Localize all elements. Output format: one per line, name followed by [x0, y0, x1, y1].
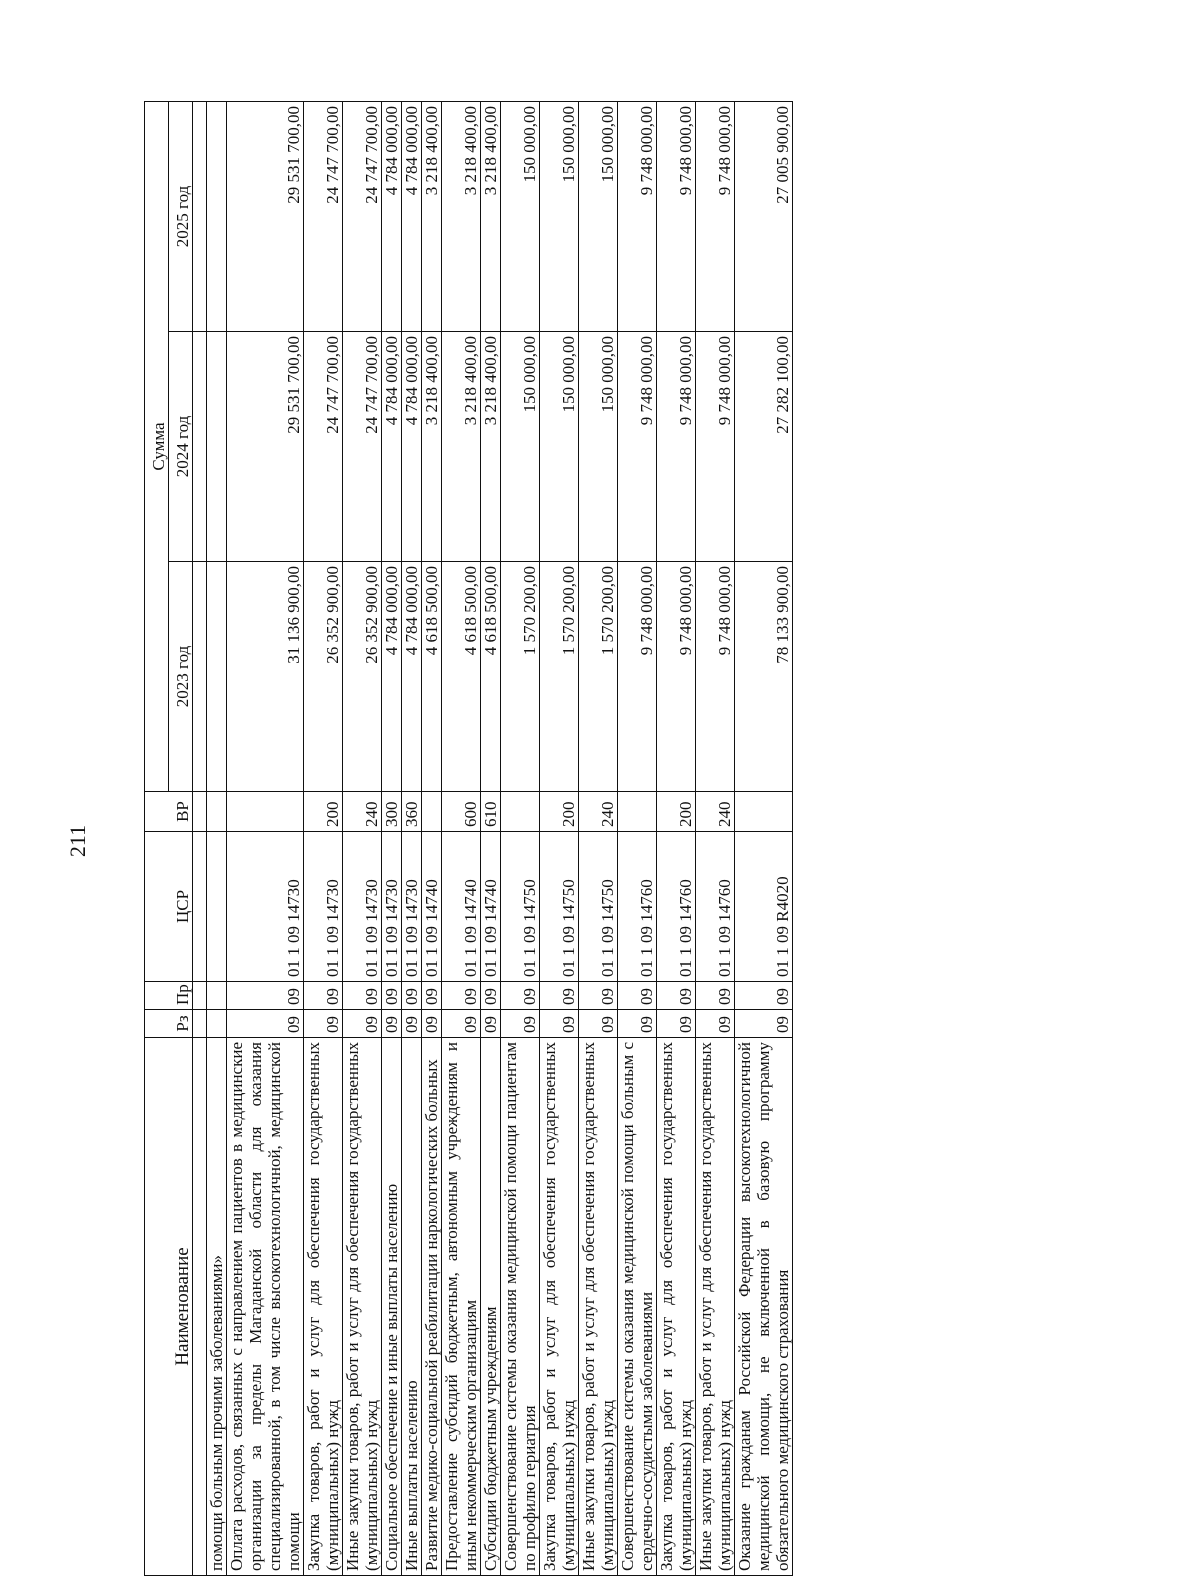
sum-2025-cell: 24 747 700,00: [304, 102, 343, 332]
table-row: [442, 102, 481, 1576]
sum-2025-cell: 150 000,00: [579, 102, 618, 332]
name-cell: Иные закупки товаров, работ и услуг для обеспечения государственных (муниципальных) нужд: [343, 1038, 382, 1576]
sum-2023-cell: 9 748 000,00: [618, 562, 657, 792]
sum-2023-cell: 4 618 500,00: [481, 562, 501, 792]
table-row: [343, 102, 382, 1576]
csr-cell: 01 1 09 14750: [501, 832, 540, 982]
sum-2025-cell: 29 531 700,00: [227, 102, 304, 332]
rz-cell: 09: [501, 1010, 540, 1038]
sum-2023-cell: 9 748 000,00: [657, 562, 696, 792]
csr-cell: 01 1 09 14730: [402, 832, 422, 982]
table-row: [382, 102, 402, 1576]
rz-cell: 09: [657, 1010, 696, 1038]
sum-2024-cell: 27 282 100,00: [735, 332, 793, 562]
table-body: [207, 102, 793, 1576]
name-cell: Оплата расходов, связанных с направлением пациентов в медицинские организации за пределы Магаданской области для оказания специализированной, в том числе высокотехнологичной, медицинской помощи: [227, 1038, 304, 1576]
sum-2023-cell: 78 133 900,00: [735, 562, 793, 792]
sum-2024-cell: 3 218 400,00: [442, 332, 481, 562]
name-cell: Субсидии бюджетным учреждениям: [481, 1038, 501, 1576]
sum-2025-cell: 27 005 900,00: [735, 102, 793, 332]
csr-cell: 01 1 09 14760: [618, 832, 657, 982]
csr-cell: 01 1 09 14760: [696, 832, 735, 982]
sum-2023-cell: 4 784 000,00: [382, 562, 402, 792]
sum-2024-cell: 4 784 000,00: [402, 332, 422, 562]
pr-cell: 09: [579, 982, 618, 1010]
rz-cell: 09: [382, 1010, 402, 1038]
vr-cell: [422, 792, 442, 832]
pr-cell: 09: [442, 982, 481, 1010]
sum-2025-cell: 9 748 000,00: [657, 102, 696, 332]
csr-cell: 01 1 09 14730: [382, 832, 402, 982]
csr-cell: 01 1 09 14740: [481, 832, 501, 982]
sum-2025-cell: 4 784 000,00: [382, 102, 402, 332]
sum-2023-cell: 31 136 900,00: [227, 562, 304, 792]
rz-cell: 09: [735, 1010, 793, 1038]
rz-cell: 09: [343, 1010, 382, 1038]
rz-cell: 09: [540, 1010, 579, 1038]
sum-2024-cell: 29 531 700,00: [227, 332, 304, 562]
name-cell: Иные выплаты населению: [402, 1038, 422, 1576]
name-cell: Социальное обеспечение и иные выплаты населению: [382, 1038, 402, 1576]
pr-cell: 09: [422, 982, 442, 1010]
sum-2024-cell: 9 748 000,00: [657, 332, 696, 562]
header-name: Наименование: [145, 1038, 193, 1576]
sum-2025-cell: 150 000,00: [540, 102, 579, 332]
vr-cell: 200: [657, 792, 696, 832]
sum-2023-cell: 4 618 500,00: [442, 562, 481, 792]
pr-cell: 09: [735, 982, 793, 1010]
sum-2024-cell: 24 747 700,00: [304, 332, 343, 562]
csr-cell: [207, 832, 227, 982]
name-cell: Развитие медико-социальной реабилитации наркологических больных: [422, 1038, 442, 1576]
header-2025: 2025 год: [169, 102, 193, 332]
rz-cell: 09: [304, 1010, 343, 1038]
header-csr: ЦСР: [145, 832, 193, 982]
name-cell: Закупка товаров, работ и услуг для обеспечения государственных (муниципальных) нужд: [304, 1038, 343, 1576]
sum-2024-cell: 150 000,00: [579, 332, 618, 562]
csr-cell: 01 1 09 14760: [657, 832, 696, 982]
sum-2025-cell: 150 000,00: [501, 102, 540, 332]
rz-cell: 09: [481, 1010, 501, 1038]
table-row: [501, 102, 540, 1576]
vr-cell: 240: [579, 792, 618, 832]
vr-cell: 200: [304, 792, 343, 832]
vr-cell: [501, 792, 540, 832]
vr-cell: 300: [382, 792, 402, 832]
csr-cell: 01 1 09 R4020: [735, 832, 793, 982]
csr-cell: 01 1 09 14740: [422, 832, 442, 982]
vr-cell: 200: [540, 792, 579, 832]
vr-cell: [618, 792, 657, 832]
pr-cell: 09: [696, 982, 735, 1010]
name-cell: Иные закупки товаров, работ и услуг для обеспечения государственных (муниципальных) нужд: [579, 1038, 618, 1576]
header-row: [145, 102, 169, 1576]
pr-cell: 09: [343, 982, 382, 1010]
sum-2025-cell: 3 218 400,00: [481, 102, 501, 332]
pr-cell: 09: [382, 982, 402, 1010]
sum-2025-cell: 3 218 400,00: [422, 102, 442, 332]
rz-cell: 09: [227, 1010, 304, 1038]
csr-cell: 01 1 09 14750: [579, 832, 618, 982]
pr-cell: 09: [618, 982, 657, 1010]
vr-cell: 240: [343, 792, 382, 832]
sum-2024-cell: 150 000,00: [540, 332, 579, 562]
sum-2023-cell: 4 784 000,00: [402, 562, 422, 792]
pr-cell: 09: [481, 982, 501, 1010]
name-cell: помощи больным прочими заболеваниями»: [207, 1038, 227, 1576]
table-row: [227, 102, 304, 1576]
rz-cell: 09: [442, 1010, 481, 1038]
sum-2025-cell: 24 747 700,00: [343, 102, 382, 332]
header-2023: 2023 год: [169, 562, 193, 792]
sum-2024-cell: 150 000,00: [501, 332, 540, 562]
name-cell: Оказание гражданам Российской Федерации высокотехнологичной медицинской помощи, не включенной в базовую программу обязательного медицинского страхования: [735, 1038, 793, 1576]
vr-cell: [227, 792, 304, 832]
sum-2023-cell: 4 618 500,00: [422, 562, 442, 792]
csr-cell: 01 1 09 14730: [343, 832, 382, 982]
name-cell: Иные закупки товаров, работ и услуг для обеспечения государственных (муниципальных) нужд: [696, 1038, 735, 1576]
sum-2025-cell: 4 784 000,00: [402, 102, 422, 332]
name-cell: Предоставление субсидий бюджетным, автономным учреждениям и иным некоммерческим организациям: [442, 1038, 481, 1576]
budget-table: [144, 101, 793, 1576]
pr-cell: 09: [501, 982, 540, 1010]
vr-cell: 600: [442, 792, 481, 832]
vr-cell: [735, 792, 793, 832]
pr-cell: [207, 982, 227, 1010]
table-row: [735, 102, 793, 1576]
sum-2024-cell: 9 748 000,00: [696, 332, 735, 562]
pr-cell: 09: [402, 982, 422, 1010]
rz-cell: [207, 1010, 227, 1038]
pr-cell: 09: [304, 982, 343, 1010]
header-pr: Пр: [145, 982, 193, 1010]
sum-2024-cell: 9 748 000,00: [618, 332, 657, 562]
name-cell: Совершенствование системы оказания медицинской помощи больным с сердечно-сосудистыми заболеваниями: [618, 1038, 657, 1576]
sum-2025-cell: [207, 102, 227, 332]
table-row: [422, 102, 442, 1576]
table-row: [304, 102, 343, 1576]
sum-2023-cell: 26 352 900,00: [343, 562, 382, 792]
page-number: 211: [65, 824, 90, 858]
name-cell: Закупка товаров, работ и услуг для обеспечения государственных (муниципальных) нужд: [657, 1038, 696, 1576]
rz-cell: 09: [618, 1010, 657, 1038]
rotated-page: [144, 102, 1106, 1576]
rz-cell: 09: [422, 1010, 442, 1038]
sum-2023-cell: 26 352 900,00: [304, 562, 343, 792]
vr-cell: 610: [481, 792, 501, 832]
csr-cell: 01 1 09 14740: [442, 832, 481, 982]
header-spacer-row: [193, 102, 207, 1576]
sum-2025-cell: 9 748 000,00: [696, 102, 735, 332]
csr-cell: 01 1 09 14730: [227, 832, 304, 982]
sum-2023-cell: 1 570 200,00: [501, 562, 540, 792]
table-row: [618, 102, 657, 1576]
name-cell: Совершенствование системы оказания медицинской помощи пациентам по профилю гериатрия: [501, 1038, 540, 1576]
header-vr: ВР: [145, 792, 193, 832]
vr-cell: 240: [696, 792, 735, 832]
table-row: [540, 102, 579, 1576]
header-2024: 2024 год: [169, 332, 193, 562]
vr-cell: [207, 792, 227, 832]
sum-2024-cell: 3 218 400,00: [422, 332, 442, 562]
sum-2023-cell: 9 748 000,00: [696, 562, 735, 792]
table-row: [481, 102, 501, 1576]
header-rz: Рз: [145, 1010, 193, 1038]
pr-cell: 09: [227, 982, 304, 1010]
name-cell: Закупка товаров, работ и услуг для обеспечения государственных (муниципальных) нужд: [540, 1038, 579, 1576]
rz-cell: 09: [696, 1010, 735, 1038]
sum-2023-cell: [207, 562, 227, 792]
vr-cell: 360: [402, 792, 422, 832]
table-row: [696, 102, 735, 1576]
sum-2024-cell: 3 218 400,00: [481, 332, 501, 562]
table-row: [402, 102, 422, 1576]
sum-2023-cell: 1 570 200,00: [579, 562, 618, 792]
sum-2023-cell: 1 570 200,00: [540, 562, 579, 792]
table-row: [579, 102, 618, 1576]
header-sum: Сумма: [145, 102, 169, 792]
sum-2025-cell: 9 748 000,00: [618, 102, 657, 332]
sum-2024-cell: 24 747 700,00: [343, 332, 382, 562]
sum-2025-cell: 3 218 400,00: [442, 102, 481, 332]
csr-cell: 01 1 09 14750: [540, 832, 579, 982]
table-row: [657, 102, 696, 1576]
sum-2024-cell: 4 784 000,00: [382, 332, 402, 562]
sum-2024-cell: [207, 332, 227, 562]
rz-cell: 09: [402, 1010, 422, 1038]
rz-cell: 09: [579, 1010, 618, 1038]
csr-cell: 01 1 09 14730: [304, 832, 343, 982]
pr-cell: 09: [540, 982, 579, 1010]
table-row: [207, 102, 227, 1576]
pr-cell: 09: [657, 982, 696, 1010]
